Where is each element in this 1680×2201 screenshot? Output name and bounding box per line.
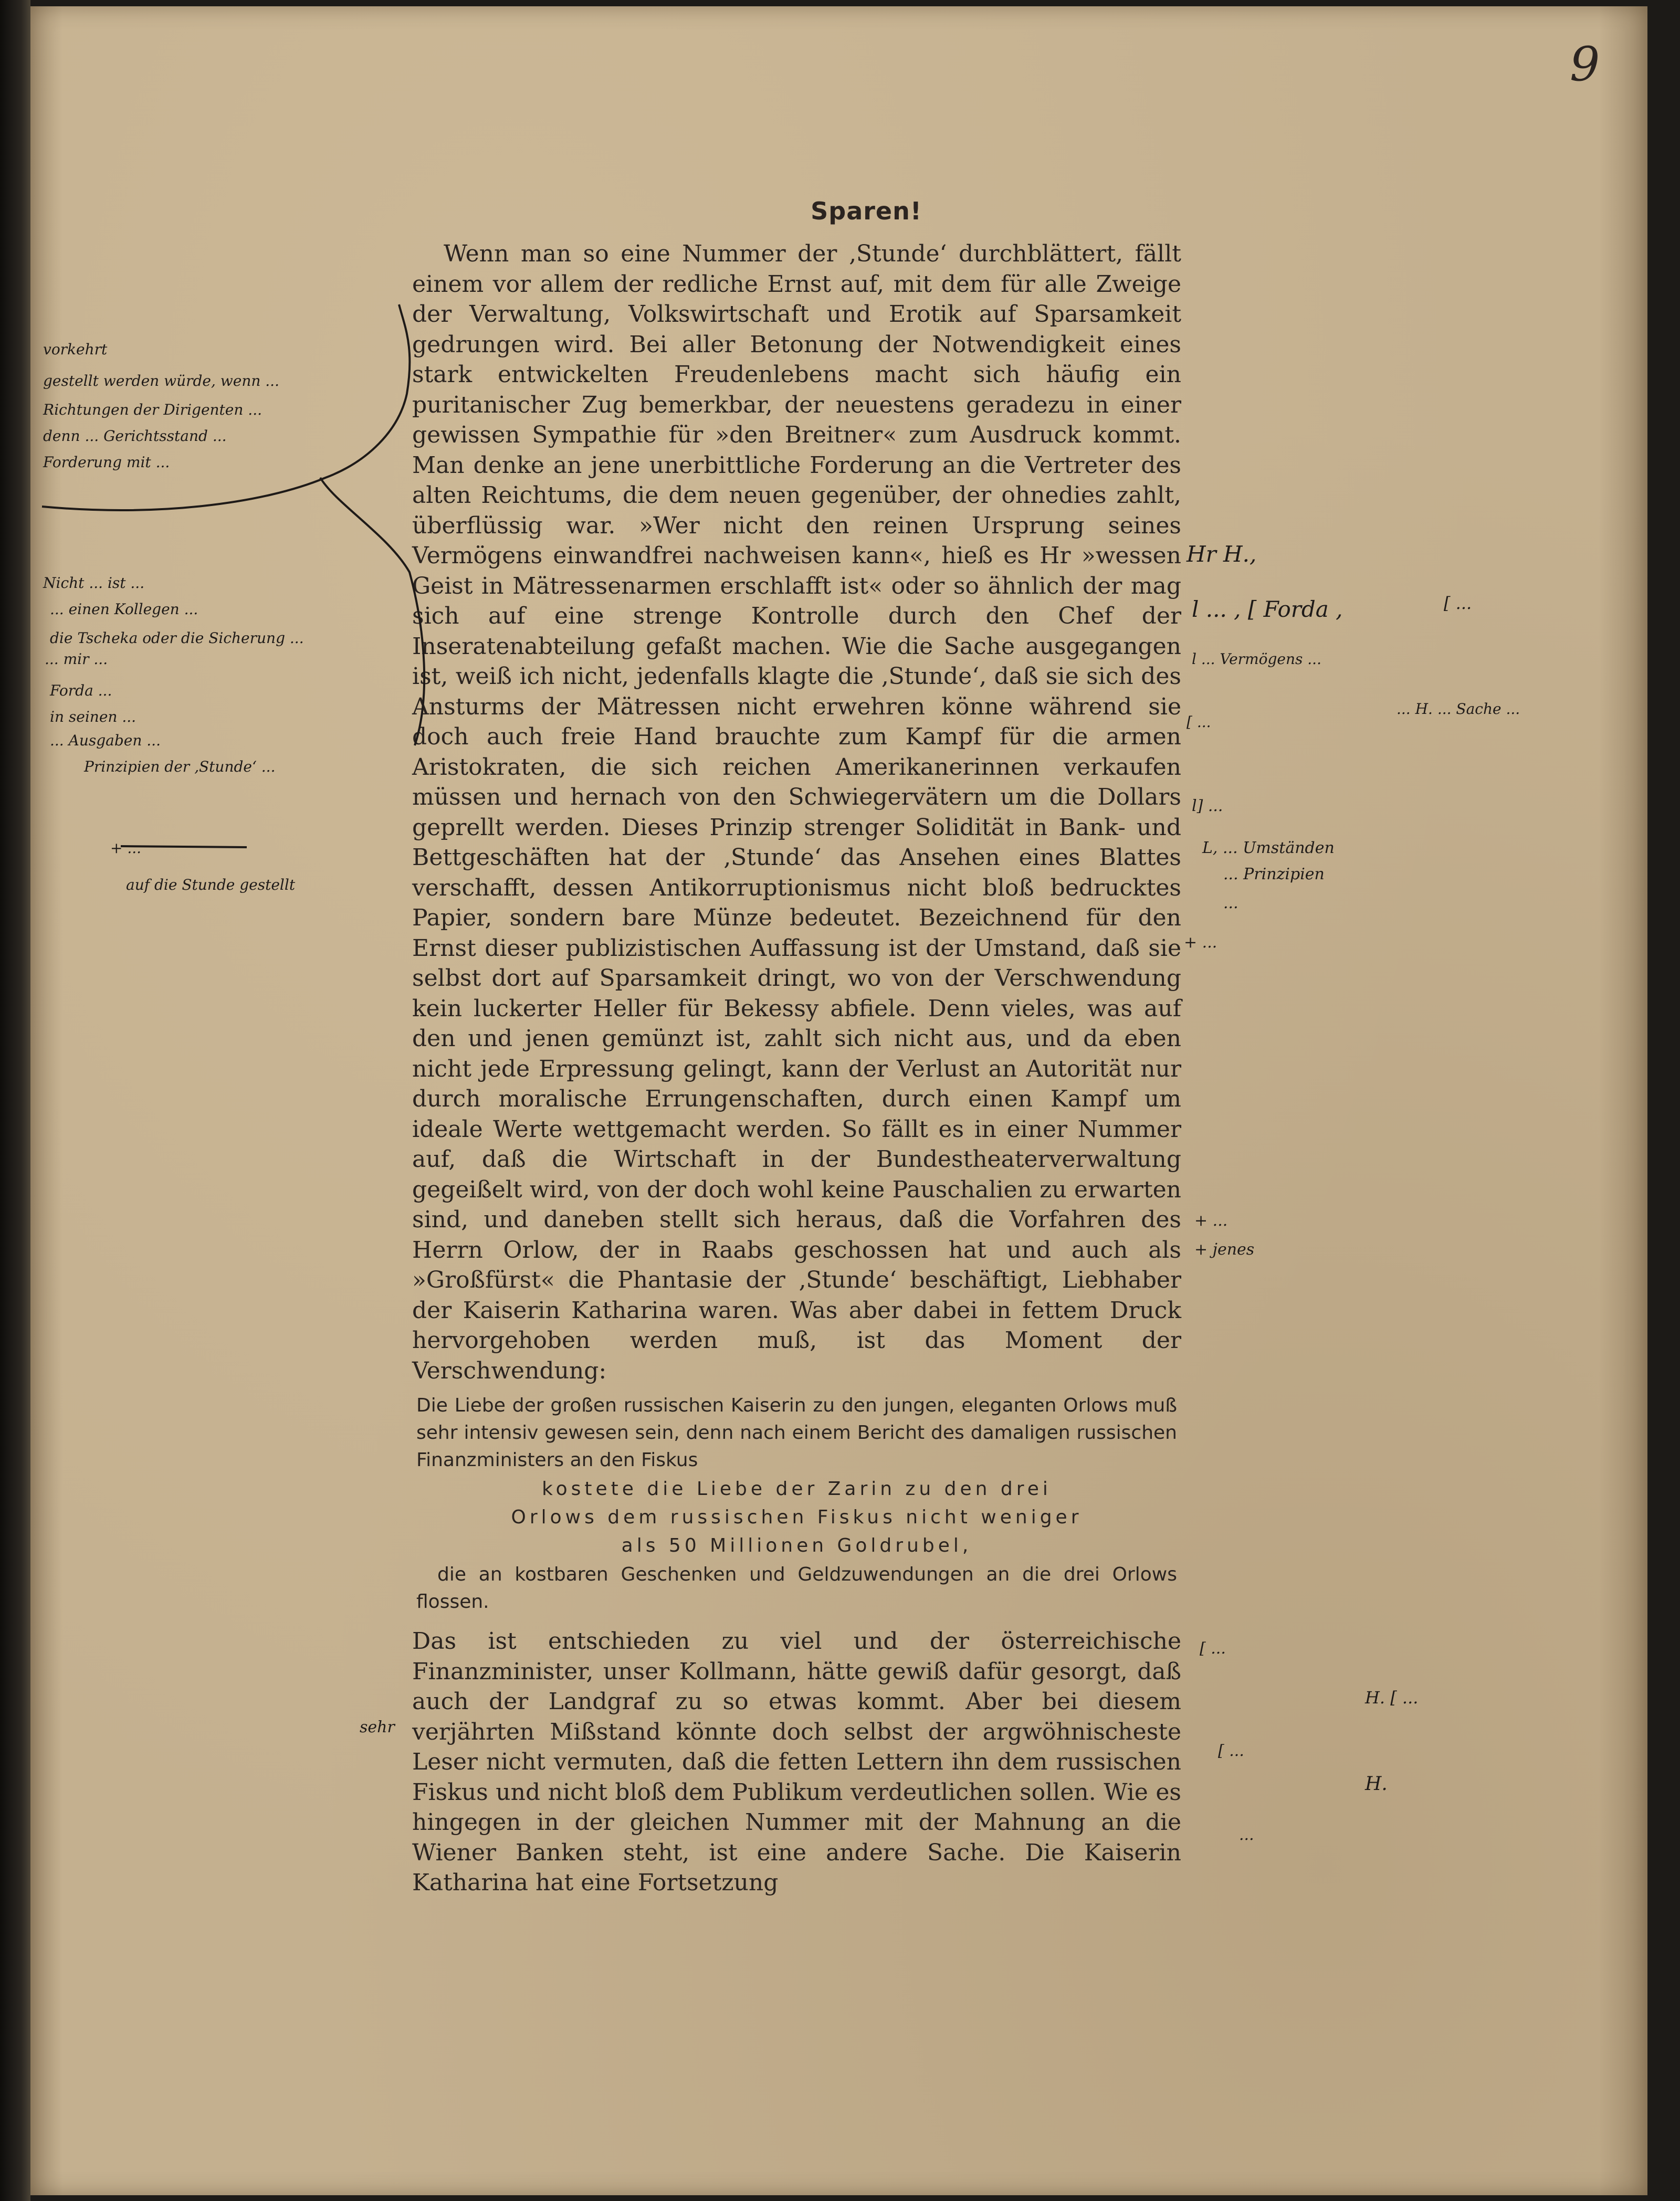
left-note-2-line-1: Nicht ... ist ... (43, 574, 145, 592)
right-note-1: Hr H., (1186, 541, 1257, 567)
left-note-4: sehr (360, 1718, 395, 1736)
right-note-6: [ ... (1186, 713, 1211, 731)
left-note-2-line-4: ... mir ... (45, 650, 108, 668)
right-note-7: l] ... (1192, 797, 1223, 815)
left-note-1-line-1: vorkehrt (43, 341, 108, 358)
right-note-2: l ... , [ Forda , (1192, 596, 1343, 622)
right-note-12: + ... (1194, 1212, 1228, 1230)
left-note-2-line-5: Forda ... (50, 682, 112, 699)
right-note-5: ... H. ... Sache ... (1396, 700, 1520, 718)
left-note-2-line-3: die Tscheka oder die Sicherung ... (50, 629, 304, 647)
left-note-1-line-3: Richtungen der Dirigenten ... (43, 401, 262, 418)
article-paragraph-2: Das ist entschieden zu viel und der österreichische Finanzminister, unser Kollmann, hätte gewiß dafür gesorgt, daß auch der Landgraf zu so etwas kommt. Aber bei diesem verjährten Mißstand könnte doch selbst der argwöhnischeste Leser nicht vermuten, daß die fetten Lettern ihn dem russischen Fiskus und nicht bloß dem Publikum verdeutlichen sollen. Wie es hingegen in der gleichen Nummer mit der Mahnung an die Wiener Banken steht, ist eine andere Sache. Die Kaiserin Katharina hat eine Fortsetzung (412, 1628, 1181, 1896)
page-number: 9 (1570, 37, 1600, 92)
right-note-15: H. [ ... (1365, 1688, 1419, 1708)
right-note-11: + ... (1184, 933, 1217, 952)
right-note-3: [ ... (1444, 593, 1472, 613)
right-note-9: ... Prinzipien (1223, 865, 1325, 883)
quote-end: die an kostbaren Geschenken und Geldzuwendungen an die drei Orlows flossen. (416, 1564, 1177, 1613)
left-note-2-line-6: in seinen ... (50, 708, 136, 725)
left-note-3-line-2: auf die Stunde gestellt (126, 876, 296, 893)
left-note-1-line-5: Forderung mit ... (43, 454, 170, 471)
article-title: Sparen! (811, 197, 922, 225)
article-paragraph-1: Wenn man so eine Nummer der ‚Stunde‘ durchblättert, fällt einem vor allem der redliche Ernst auf, mit dem für alle Zweige der Verwaltung, Volkswirtschaft und Erotik auf Sparsamkeit gedrungen wird. Bei aller Betonung der Notwendigkeit eines stark entwickelten Freudenlebens macht sich häufig ein puritanischer Zug bemerkbar, der neuestens geradezu in einer gewissen Sympathie für »den Breitner« zum Ausdruck kommt. Man denke an jene unerbittliche Forderung an die Vertreter des alten Reichtums, die dem neuen gegenüber, der ohnedies zahlt, überflüssig war. »Wer nicht den reinen Ursprung seines Vermögens einwandfrei nachweisen kann«, hieß es Hr »wessen Geist in Mätressenarmen erschlafft ist« oder so ähnlich der mag sich auf eine strenge Kontrolle durch den Chef der Inseratenabteilung gefaßt machen. Wie die Sache ausgegangen ist, weiß ich nicht, jedenfalls klagte die ‚Stunde‘, daß sie sich des Ansturms der Mätressen nicht erwehren könne während sie doch auch freie Hand brauchte zum Kampf für die armen Aristokraten, die sich reichen Amerikanerinnen verkaufen müssen und hernach von den Schwiegervätern um die Dollars geprellt werden. Dieses Prinzip strenger Solidität in Bank- und Bettgeschäften hat der ‚Stunde‘ das Ansehen eines Blattes verschafft, dessen Antikorruptionismus nicht bloß bedrucktes Papier, sondern bare Münze bedeutet. Bezeichnend für den Ernst dieser publizistischen Auffassung ist der Umstand, daß sie selbst dort auf Sparsamkeit dringt, wo von der Verschwendung kein luckerter Heller für Bekessy abfiele. Denn vieles, was auf den und jenen gemünzt ist, zahlt sich nicht aus, und da eben nicht jede Erpressung gelingt, kann der Verlust an Autorität nur durch moralische Errungenschaften, durch einen Kampf um ideale Werte wettgemacht werden. So fällt es in einer Nummer auf, daß die Wirtschaft in der Bundestheaterverwaltung gegeißelt wird, von der doch wohl keine Pauschalien zu erwarten sind, und daneben stellt sich heraus, daß die Vorfahren des Herrn Orlow, der in Raabs geschossen hat und auch als »Großfürst« die Phantasie der ‚Stunde‘ beschäftigt, Liebhaber der Kaiserin Katharina waren. Was aber dabei in fettem Druck hervorgehoben werden muß, ist das Moment der Verschwendung: (412, 240, 1181, 1384)
left-note-2-line-8: Prinzipien der ‚Stunde‘ ... (84, 758, 276, 775)
right-note-13: + jenes (1194, 1240, 1255, 1259)
right-note-16: [ ... (1218, 1742, 1244, 1760)
quote-line-2: Orlows dem russischen Fiskus nicht weniger (511, 1507, 1083, 1528)
book-spine (0, 0, 30, 2201)
left-note-1-line-4: denn ... Gerichtsstand ... (43, 427, 227, 445)
left-note-1-line-2: gestellt werden würde, wenn ... (43, 372, 279, 389)
right-note-4: l ... Vermögens ... (1192, 650, 1321, 668)
right-note-18: ... (1239, 1826, 1254, 1844)
quote-line-1: kostete die Liebe der Zarin zu den drei (542, 1478, 1052, 1500)
quote-line-3: als 50 Millionen Goldrubel, (621, 1535, 972, 1556)
article-body (412, 239, 1181, 1898)
left-note-2-line-2: ... einen Kollegen ... (50, 601, 198, 618)
right-note-17: H. (1365, 1773, 1388, 1795)
quote-intro: Die Liebe der großen russischen Kaiserin zu den jungen, eleganten Orlows muß sehr intensiv gewesen sein, denn nach einem Bericht des damaligen russischen Finanzministers an den Fiskus (416, 1395, 1177, 1471)
right-note-14: [ ... (1200, 1639, 1226, 1658)
right-note-10: ... (1223, 894, 1238, 912)
right-note-8: L, ... Umständen (1202, 839, 1335, 857)
left-note-2-line-7: ... Ausgaben ... (50, 732, 161, 749)
left-note-3-line-1: + ... (110, 839, 142, 857)
